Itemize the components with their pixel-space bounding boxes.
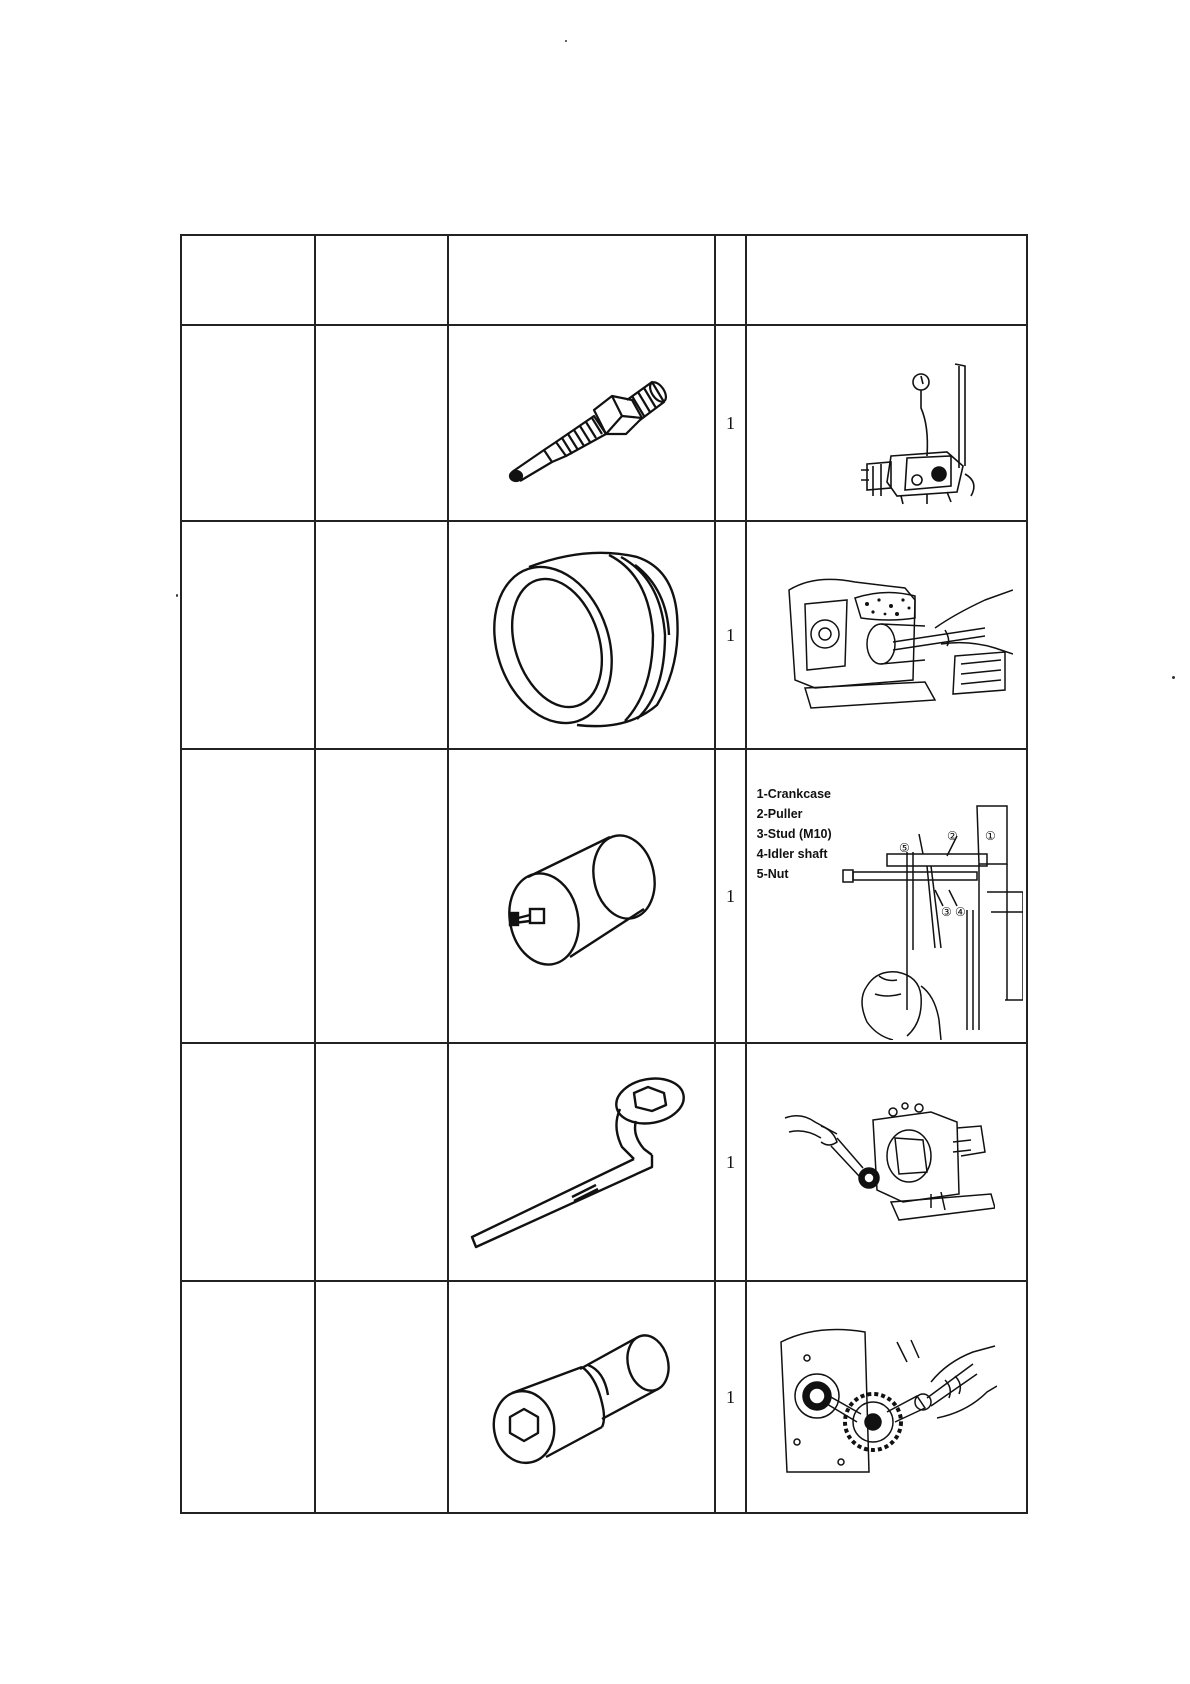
callout-4: ④ — [954, 905, 966, 919]
table-row — [181, 521, 1027, 749]
tool-name-cell — [315, 1281, 449, 1513]
tool-picture-cell — [448, 1043, 715, 1281]
hex-spanner-icon — [462, 1067, 702, 1257]
quantity-cell: 1 — [715, 1043, 745, 1281]
callout-2: ② — [946, 829, 958, 843]
legend-item: 5-Nut — [756, 867, 789, 881]
tool-name-cell — [315, 1043, 449, 1281]
usage-illustration-cell — [746, 325, 1027, 521]
idler-shaft-puller-illustration — [827, 800, 1023, 1040]
table-row — [181, 325, 1027, 521]
callout-legend — [757, 784, 832, 884]
legend-item: 1-Crankcase — [756, 787, 832, 801]
crankcase-installation-illustration — [785, 570, 1013, 710]
tool-name-cell — [315, 749, 449, 1043]
scan-speck — [1172, 676, 1175, 679]
scan-speck — [176, 594, 178, 597]
table-header-row — [181, 235, 1027, 325]
adapter-fitting-icon — [482, 338, 682, 508]
quantity-cell: 1 — [715, 749, 745, 1043]
sleeve-ring-icon — [477, 535, 687, 735]
legend-item: 3-Stud (M10) — [756, 827, 832, 841]
tool-number-cell — [181, 521, 315, 749]
tool-name-cell — [315, 325, 449, 521]
tool-number-cell — [181, 1281, 315, 1513]
tool-number-cell — [181, 749, 315, 1043]
gear-socket-usage-illustration — [777, 1322, 997, 1482]
special-tools-table — [180, 234, 1028, 1514]
header-cell — [448, 235, 715, 325]
table-row — [181, 1043, 1027, 1281]
header-cell — [715, 235, 745, 325]
usage-illustration-cell — [746, 1281, 1027, 1513]
scan-speck — [565, 40, 567, 42]
tool-picture-cell — [448, 1281, 715, 1513]
header-cell — [315, 235, 449, 325]
hex-socket-icon — [482, 1307, 682, 1487]
usage-illustration-cell — [746, 1043, 1027, 1281]
tool-number-cell — [181, 325, 315, 521]
quantity-cell: 1 — [715, 325, 745, 521]
legend-item: 2-Puller — [756, 807, 803, 821]
header-cell — [746, 235, 1027, 325]
table-row — [181, 1281, 1027, 1513]
tool-picture-cell — [448, 749, 715, 1043]
header-cell — [181, 235, 315, 325]
callout-1: ① — [984, 829, 996, 843]
spanner-usage-illustration — [781, 1098, 995, 1228]
tool-picture-cell — [448, 325, 715, 521]
pressure-gauge-test-illustration — [847, 356, 1007, 506]
tool-number-cell — [181, 1043, 315, 1281]
usage-illustration-cell — [746, 521, 1027, 749]
usage-illustration-cell — [746, 749, 1027, 1043]
quantity-cell: 1 — [715, 1281, 745, 1513]
callout-5: ⑤ — [898, 841, 910, 855]
quantity-cell: 1 — [715, 521, 745, 749]
puller-cylinder-icon — [492, 811, 672, 981]
callout-3: ③ — [940, 905, 952, 919]
tool-picture-cell — [448, 521, 715, 749]
tool-name-cell — [315, 521, 449, 749]
table-row — [181, 749, 1027, 1043]
legend-item: 4-Idler shaft — [756, 847, 828, 861]
